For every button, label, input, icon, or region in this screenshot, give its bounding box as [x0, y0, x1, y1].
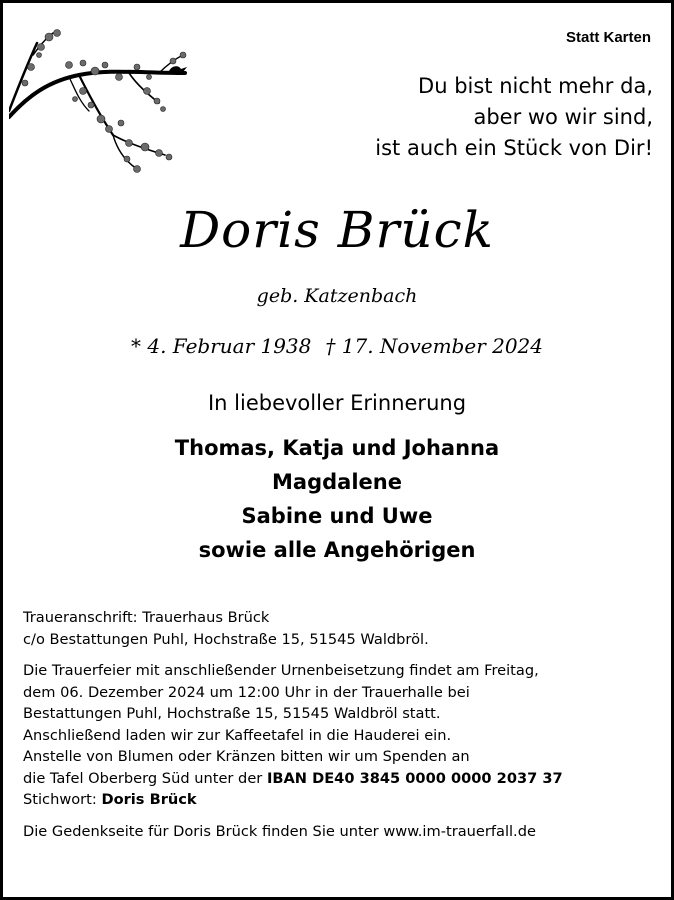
iban: IBAN DE40 3845 0000 0000 2037 37	[266, 769, 563, 787]
birth-date: * 4. Februar 1938	[130, 334, 312, 358]
donation-prefix: die Tafel Oberberg Süd unter der	[23, 769, 267, 787]
ceremony-line: Bestattungen Puhl, Hochstraße 15, 51545 Waldbröl statt.	[23, 705, 441, 722]
ceremony-line: Anstelle von Blumen oder Kränzen bitten wir um Spenden an	[23, 748, 470, 765]
ceremony-details	[23, 660, 655, 811]
ceremony-line: dem 06. Dezember 2024 um 12:00 Uhr in der Trauerhalle bei	[23, 683, 470, 701]
mourner-line: Thomas, Katja und Johanna	[174, 436, 500, 460]
verse	[375, 71, 653, 164]
verse-line: ist auch ein Stück von Dir!	[375, 136, 653, 160]
life-dates	[3, 334, 671, 358]
keyword-line	[23, 789, 655, 811]
mourner-line: sowie alle Angehörigen	[198, 538, 476, 562]
mourner-line: Sabine und Uwe	[241, 504, 433, 528]
birth-name: geb. Katzenbach	[256, 285, 418, 307]
cherry-blossom-branch-icon	[9, 25, 199, 175]
ceremony-line: Anschließend laden wir zur Kaffeetafel in die Hauderei ein.	[23, 726, 452, 744]
verse-line: aber wo wir sind,	[473, 105, 653, 129]
deceased-name: Doris Brück	[180, 201, 494, 259]
keyword-label: Stichwort:	[23, 791, 102, 808]
mourners-list	[3, 431, 671, 567]
notice-details	[23, 607, 655, 852]
keyword: Doris Brück	[101, 791, 197, 808]
death-date: † 17. November 2024	[325, 334, 544, 358]
address-line: Traueranschrift: Trauerhaus Brück	[23, 609, 270, 626]
address-line: c/o Bestattungen Puhl, Hochstraße 15, 51545 Waldbröl.	[23, 630, 429, 648]
memorial-page-line: Die Gedenkseite für Doris Brück finden Sie unter www.im-trauerfall.de	[23, 822, 536, 840]
ceremony-line: Die Trauerfeier mit anschließender Urnenbeisetzung findet am Freitag,	[23, 662, 539, 679]
verse-line: Du bist nicht mehr da,	[418, 74, 653, 98]
mourner-line: Magdalene	[272, 470, 402, 494]
header-label: Statt Karten	[565, 29, 651, 46]
memory-line: In liebevoller Erinnerung	[207, 391, 467, 415]
mourning-address	[23, 607, 655, 650]
donation-line	[23, 768, 655, 790]
